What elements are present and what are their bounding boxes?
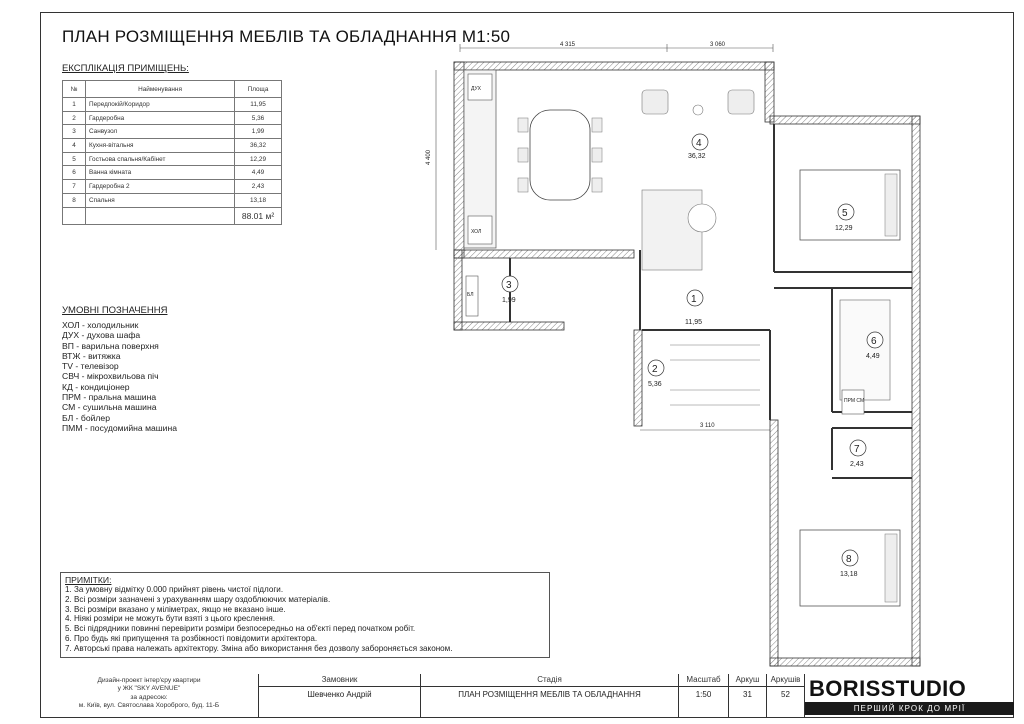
legend-item: СМ - сушильна машина	[62, 402, 157, 413]
bed-pillows	[885, 174, 897, 236]
table-row	[63, 139, 282, 153]
room-number: 5	[842, 208, 848, 219]
legend-item: ХОЛ - холодильник	[62, 320, 139, 330]
address-line: у ЖК "SKY AVENUE"	[117, 685, 181, 693]
row-num: 3	[63, 125, 86, 139]
studio-logo-box	[804, 674, 1014, 718]
room-number: 4	[696, 138, 702, 149]
dining-table	[530, 110, 590, 200]
room-number: 1	[691, 294, 697, 305]
explication-title: ЕКСПЛІКАЦІЯ ПРИМІЩЕНЬ:	[62, 63, 189, 74]
room-area: 1,99	[502, 297, 516, 304]
row-num: 6	[63, 166, 86, 180]
stage-cell	[420, 674, 678, 718]
note-item: 3. Всі розміри вказано у міліметрах, якщо не вказано інше.	[65, 604, 286, 614]
floor-plan	[370, 40, 970, 670]
stage-value: ПЛАН РОЗМІЩЕННЯ МЕБЛІВ ТА ОБЛАДНАННЯ	[458, 690, 641, 699]
legend-list	[62, 320, 177, 433]
wardrobe-shelves	[670, 345, 760, 405]
room-area: 13,18	[840, 571, 858, 578]
row-name: Гостьова спальня/Кабінет	[86, 152, 235, 166]
note-item: 4. Ніякі розміри не можуть бути взяті з цього креслення.	[65, 614, 276, 624]
coffee-table	[688, 204, 716, 232]
row-area: 2,43	[235, 180, 282, 194]
side-table	[693, 105, 703, 115]
row-num: 7	[63, 180, 86, 194]
room-area: 5,36	[648, 381, 662, 388]
note-item: 6. Про будь які припущення та розбіжності повідомити архітектора.	[65, 633, 318, 643]
row-num: 8	[63, 193, 86, 207]
stage-label: Стадія	[421, 674, 678, 687]
header-name: Найменування	[86, 81, 235, 98]
notes-title: ПРИМІТКИ:	[65, 575, 112, 585]
legend-item: СВЧ - мікрохвильова піч	[62, 371, 159, 382]
table-row	[63, 125, 282, 139]
room-area: 4,49	[866, 353, 880, 360]
total-area: 88.01 м²	[235, 207, 282, 224]
room-number: 2	[652, 364, 658, 375]
legend-item: TV - телевізор	[62, 361, 119, 372]
sofa	[642, 190, 702, 270]
sheet-cell	[728, 674, 766, 718]
room-number: 3	[506, 280, 512, 291]
table-row	[63, 98, 282, 112]
legend-item: ВП - варильна поверхня	[62, 340, 159, 351]
table-row	[63, 166, 282, 180]
sheets-cell	[766, 674, 804, 718]
row-area: 1,99	[235, 125, 282, 139]
row-num: 1	[63, 98, 86, 112]
table-row	[63, 180, 282, 194]
row-area: 4,49	[235, 166, 282, 180]
sheets-label: Аркушів	[767, 674, 804, 687]
bathtub	[840, 300, 890, 400]
row-area: 13,18	[235, 193, 282, 207]
client-label: Замовник	[259, 674, 420, 687]
row-name: Гардеробна 2	[86, 180, 235, 194]
sheet-value: 31	[743, 690, 752, 699]
note-item: 7. Авторські права належать архітектору. Зміна або використання без дозволу забороняється законом.	[65, 643, 453, 653]
bed-pillows	[885, 534, 897, 602]
title-block	[40, 674, 1014, 718]
note-item: 5. Всі підрядники повинні перевірити розміри безпосередньо на об'єкті перед початком робіт.	[65, 624, 416, 634]
header-area: Площа	[235, 81, 282, 98]
explication-table	[62, 80, 282, 225]
row-name: Гардеробна	[86, 111, 235, 125]
row-name: Кухня-вітальня	[86, 139, 235, 153]
boiler-label: БЛ	[467, 292, 474, 298]
room-area: 12,29	[835, 225, 853, 232]
address-line: м. Київ, вул. Святослава Хороброго, буд. 11-Б	[78, 701, 220, 709]
room-number: 6	[871, 336, 877, 347]
armchair	[728, 90, 754, 114]
legend-item: ДУХ - духова шафа	[62, 330, 141, 341]
legend-item: КД - кондиціонер	[62, 381, 130, 392]
table-row	[63, 193, 282, 207]
room-number: 7	[854, 444, 860, 455]
header-num: №	[63, 81, 86, 98]
room-area: 11,95	[685, 319, 702, 326]
row-num: 2	[63, 111, 86, 125]
note-item: 1. За умовну відмітку 0.000 прийнят рівень чистої підлоги.	[65, 585, 284, 594]
row-name: Спальня	[86, 193, 235, 207]
row-area: 12,29	[235, 152, 282, 166]
scale-cell	[678, 674, 728, 718]
dim-bottom: 3 110	[700, 423, 715, 429]
fridge-label: ХОЛ	[471, 229, 482, 235]
project-address	[40, 674, 258, 718]
legend-item: ПММ - посудомийна машина	[62, 422, 177, 433]
legend-item: БЛ - бойлер	[62, 412, 110, 423]
client-cell	[258, 674, 420, 718]
legend-item: ВТЖ - витяжка	[62, 350, 121, 361]
oven-label: ДУХ	[471, 86, 481, 92]
row-area: 11,95	[235, 98, 282, 112]
address-line: Дизайн-проект інтер'єру квартири	[97, 677, 201, 684]
washer-dryer-label: ПРМ СМ	[844, 398, 865, 404]
table-row	[63, 152, 282, 166]
table-row	[63, 111, 282, 125]
table-header-row	[63, 81, 282, 98]
room-number: 8	[846, 554, 852, 565]
dim-left: 4 400	[426, 149, 432, 165]
drawing-title: ПЛАН РОЗМІЩЕННЯ МЕБЛІВ ТА ОБЛАДНАННЯ М1:50	[62, 27, 511, 46]
row-area: 5,36	[235, 111, 282, 125]
dim-top-left: 4 315	[560, 42, 576, 48]
total-row	[63, 207, 282, 224]
row-name: Ванна кімната	[86, 166, 235, 180]
row-name: Санвузол	[86, 125, 235, 139]
scale-label: Масштаб	[679, 674, 728, 687]
row-num: 5	[63, 152, 86, 166]
row-name: Передпокій/Коридор	[86, 98, 235, 112]
sheet-label: Аркуш	[729, 674, 766, 687]
row-num: 4	[63, 139, 86, 153]
legend-item: ПРМ - пральна машина	[62, 392, 157, 403]
room-area: 2,43	[850, 461, 864, 468]
armchair	[642, 90, 668, 114]
row-area: 36,32	[235, 139, 282, 153]
scale-value: 1:50	[695, 690, 712, 699]
studio-logo: BORISSTUDIO	[809, 676, 967, 701]
dim-top-right: 3 060	[710, 42, 726, 48]
note-item: 2. Всі розміри зазначені з урахуванням шару оздоблюючих матеріалів.	[65, 594, 331, 604]
sheets-value: 52	[781, 690, 790, 699]
studio-tagline: ПЕРШИЙ КРОК ДО МРІЇ	[805, 702, 1014, 715]
room-area: 36,32	[688, 153, 706, 160]
legend-title: УМОВНІ ПОЗНАЧЕННЯ	[62, 305, 168, 316]
address-line: за адресою:	[130, 693, 168, 701]
client-value: Шевченко Андрій	[307, 690, 372, 699]
